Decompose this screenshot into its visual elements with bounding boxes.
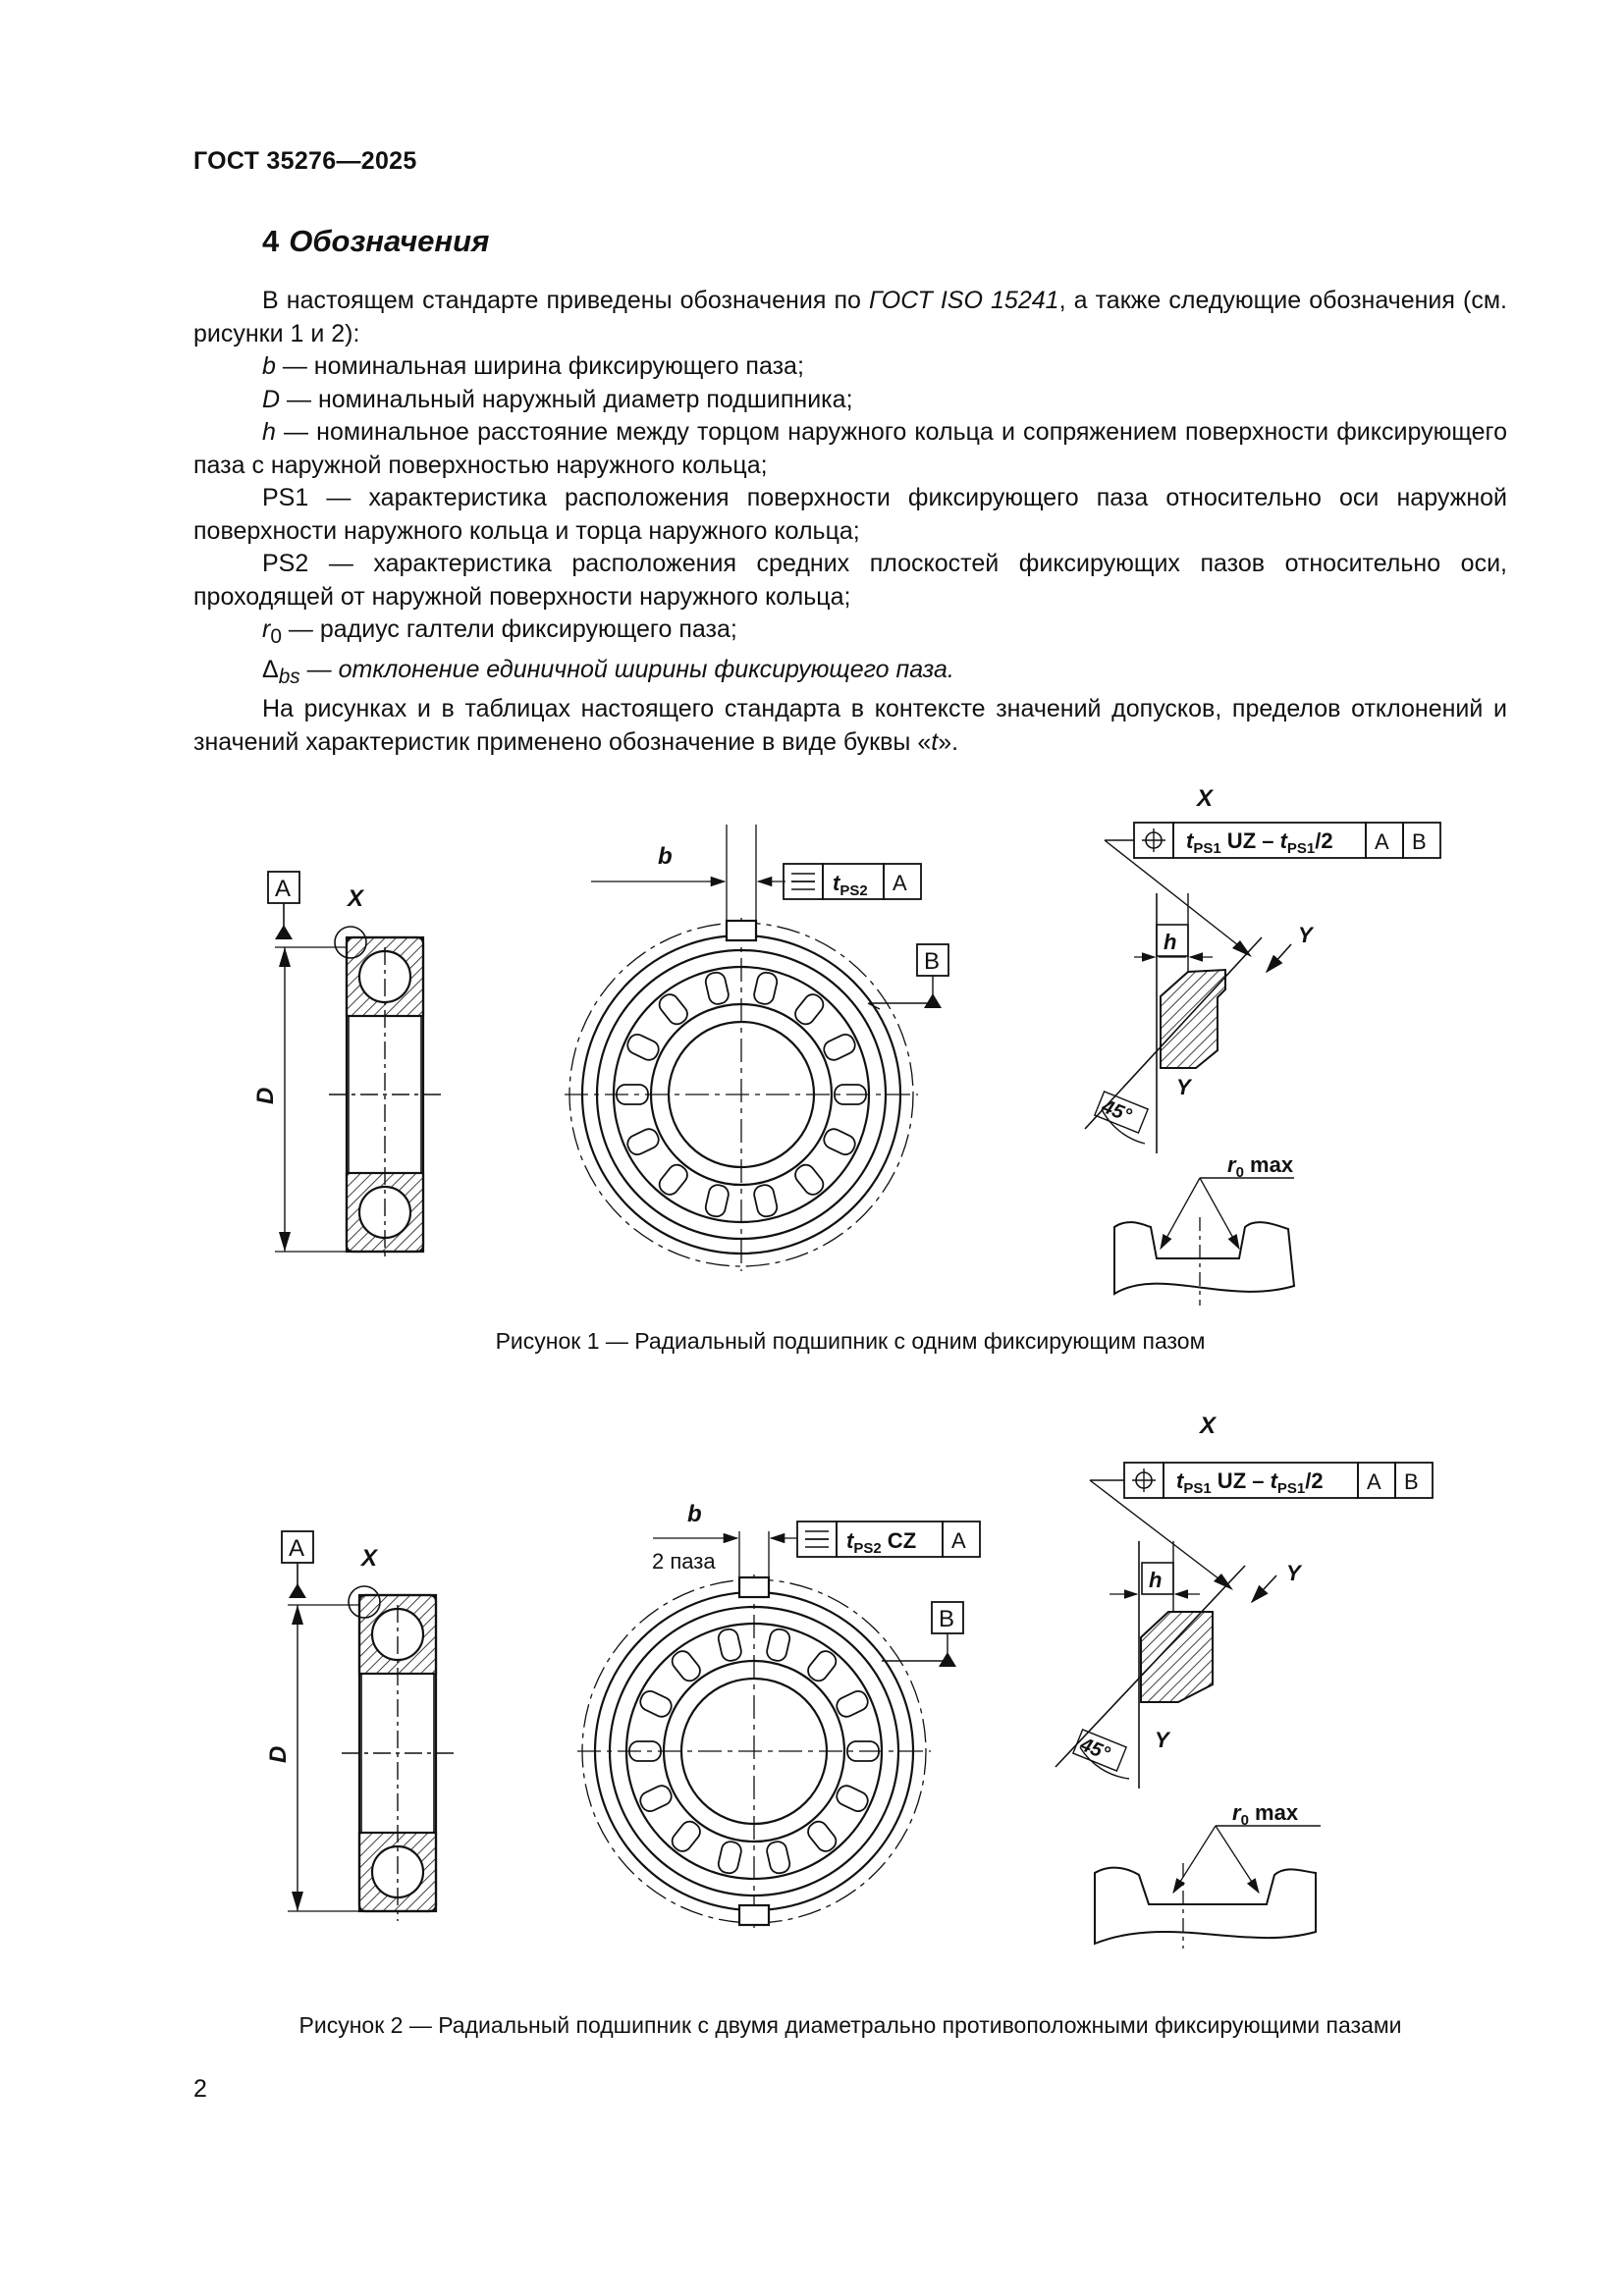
fcf-top-tolerance: $t_{PS1}$ UZ – $t_{PS1}/2$	[1186, 828, 1333, 857]
section-number: 4	[262, 224, 280, 258]
detail-x-view	[1085, 823, 1440, 1306]
angle-label-2: 45°	[1076, 1734, 1113, 1765]
r0-max-label: $r_0$ max	[1227, 1152, 1294, 1181]
section-heading	[262, 224, 489, 259]
r0-max-label-2: $r_0$ max	[1232, 1800, 1299, 1829]
detail-x-label: X	[348, 885, 364, 912]
datum-a-label-2: A	[289, 1535, 305, 1562]
bearing-front-view-2	[577, 1522, 980, 1928]
figure-1-caption: Рисунок 1 — Радиальный подшипник с одним фиксирующим пазом	[495, 1328, 1206, 1354]
roller	[765, 1840, 791, 1875]
roller	[765, 1628, 791, 1663]
note-paragraph: На рисунках и в таблицах настоящего стандарта в контексте значений допусков, пределов отклонений и значений характеристик применено обозначение в виде буквы «t».	[193, 695, 1507, 756]
roller	[717, 1840, 743, 1875]
detail-x-title-2: X	[1200, 1413, 1217, 1439]
roller	[752, 971, 779, 1006]
roller	[834, 1783, 871, 1814]
view-y-label-2: Y	[1155, 1728, 1169, 1752]
figure-1-labels	[252, 785, 1427, 1181]
dimension-h-label-2: h	[1149, 1568, 1163, 1592]
roller	[704, 1183, 731, 1218]
angle-label: 45°	[1098, 1095, 1135, 1127]
fcf-b-datum-2: A	[951, 1528, 966, 1553]
figure-2-labels	[265, 1413, 1419, 1829]
bearing-side-section-2	[282, 1531, 454, 1921]
definition-PS2: PS2 — характеристика расположения средних плоскостей фиксирующих пазов относительно оси, проходящей от наружной поверхности наружного кольца;	[193, 550, 1507, 611]
dimension-h-label: h	[1164, 930, 1177, 954]
dimension-d-label-2: D	[265, 1745, 292, 1763]
definition-b: b — номинальная ширина фиксирующего паза;	[262, 352, 804, 380]
figure-2-caption: Рисунок 2 — Радиальный подшипник с двумя диаметрально противоположными фиксирующими пазами	[298, 2012, 1402, 2038]
definition-D: D — номинальный наружный диаметр подшипника;	[262, 385, 853, 413]
dimension-d-label: D	[252, 1087, 279, 1104]
view-y-label: Y	[1176, 1075, 1191, 1099]
fcf-top-tolerance-2: $t_{PS1}$ UZ – $t_{PS1}/2$	[1176, 1468, 1324, 1497]
fcf-b-datum: A	[893, 871, 907, 895]
dimension-b-label-2: b	[687, 1501, 702, 1527]
definition-delta-bs: $\Delta_{bs}$ — отклонение единичной ширины фиксирующего паза.	[262, 655, 954, 688]
fcf-b-tolerance: $t_{PS2}$	[833, 871, 868, 899]
datum-a-label: A	[275, 876, 292, 902]
detail-x-title: X	[1197, 785, 1214, 812]
fcf-top-datum-a-2: A	[1367, 1469, 1381, 1494]
roller	[624, 1032, 662, 1063]
fcf-top-datum-a: A	[1375, 829, 1389, 854]
fcf-b-tolerance-2: $t_{PS2}$ CZ	[846, 1528, 917, 1557]
roller	[821, 1032, 858, 1063]
fcf-top-datum-b: B	[1412, 829, 1427, 854]
datum-b-label: B	[924, 948, 941, 975]
roller	[752, 1183, 779, 1218]
view-y-arrow-label: Y	[1298, 923, 1313, 947]
section-body	[193, 285, 1507, 759]
section-title: Обозначения	[289, 224, 490, 258]
detail-x-view-2	[1056, 1463, 1433, 1949]
detail-x-label-2: X	[361, 1545, 378, 1572]
fcf-top-datum-b-2: B	[1404, 1469, 1419, 1494]
roller	[624, 1126, 662, 1157]
roller	[834, 1688, 871, 1720]
figure-1-drawing	[0, 756, 1624, 1315]
roller	[717, 1628, 743, 1663]
definition-r0: $r_0$ — радиус галтели фиксирующего паза;	[262, 615, 737, 648]
roller	[704, 971, 731, 1006]
dimension-b-label: b	[658, 843, 673, 870]
two-slots-label: 2 паза	[652, 1549, 716, 1574]
view-y-arrow-label-2: Y	[1286, 1561, 1301, 1585]
definition-PS1: PS1 — характеристика расположения поверхности фиксирующего паза относительно оси наружной поверхности наружного кольца и торца наружного кольца;	[193, 484, 1507, 545]
definition-h: h — номинальное расстояние между торцом наружного кольца и сопряжением поверхности фиксирующего паза с наружной поверхностью наружного кольца;	[193, 418, 1507, 479]
roller	[637, 1688, 675, 1720]
roller	[637, 1783, 675, 1814]
page-number: 2	[193, 2075, 207, 2103]
figure-2-drawing	[0, 1394, 1624, 1963]
roller	[821, 1126, 858, 1157]
bearing-side-section	[268, 872, 442, 1261]
datum-b-label-2: B	[939, 1606, 955, 1632]
intro-paragraph: В настоящем стандарте приведены обозначения по ГОСТ ISO 15241, а также следующие обозначения (см. рисунки 1 и 2):	[193, 287, 1507, 347]
standard-code: ГОСТ 35276—2025	[193, 147, 417, 175]
